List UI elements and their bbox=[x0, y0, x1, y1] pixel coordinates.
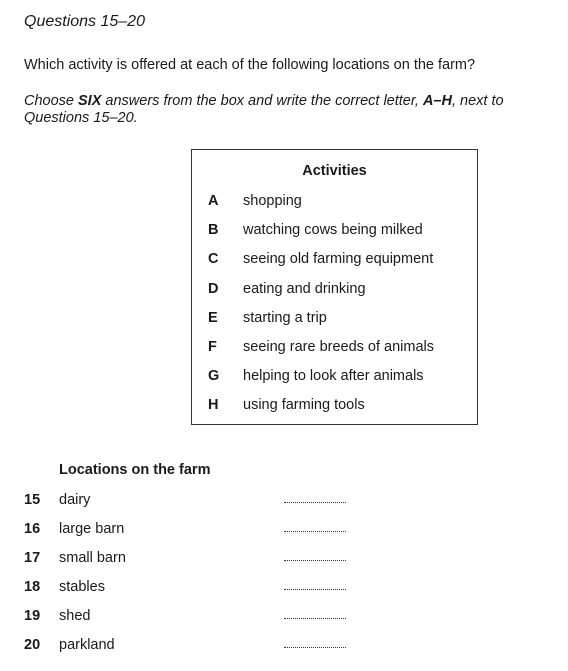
activity-letter: D bbox=[208, 281, 219, 297]
activity-letter: F bbox=[208, 339, 217, 355]
question-19 bbox=[24, 606, 364, 626]
location-name: small barn bbox=[59, 550, 126, 566]
answer-blank[interactable] bbox=[284, 531, 346, 532]
activities-box bbox=[191, 149, 478, 425]
location-name: shed bbox=[59, 608, 91, 624]
locations-title: Locations on the farm bbox=[59, 462, 211, 478]
location-name: large barn bbox=[59, 521, 125, 537]
question-number: 15 bbox=[24, 492, 41, 508]
activity-letter: B bbox=[208, 222, 219, 238]
activity-text: seeing rare breeds of animals bbox=[243, 339, 435, 355]
answer-blank[interactable] bbox=[284, 560, 346, 561]
activity-letter: G bbox=[208, 368, 220, 384]
question-number: 19 bbox=[24, 608, 41, 624]
activity-text: seeing old farming equipment bbox=[243, 251, 434, 267]
answer-blank[interactable] bbox=[284, 618, 346, 619]
question-intro: Which activity is offered at each of the following locations on the farm? bbox=[24, 57, 476, 73]
activity-letter: A bbox=[208, 193, 219, 209]
instruction-text bbox=[24, 93, 559, 127]
question-15 bbox=[24, 490, 364, 510]
activity-letter: E bbox=[208, 310, 218, 326]
activities-title: Activities bbox=[302, 163, 367, 179]
activity-text: starting a trip bbox=[243, 310, 327, 326]
activity-text: using farming tools bbox=[243, 397, 365, 413]
location-name: parkland bbox=[59, 637, 115, 653]
question-18 bbox=[24, 577, 364, 597]
question-number: 17 bbox=[24, 550, 41, 566]
instruction-bold-six: SIX bbox=[78, 93, 102, 109]
question-17 bbox=[24, 548, 364, 568]
instruction-part-2: answers from the box and write the correct letter, bbox=[101, 93, 423, 109]
answer-blank[interactable] bbox=[284, 502, 346, 503]
instruction-bold-range: A–H bbox=[422, 93, 452, 109]
activity-text: watching cows being milked bbox=[243, 222, 423, 238]
activity-text: eating and drinking bbox=[243, 281, 366, 297]
question-number: 20 bbox=[24, 637, 41, 653]
location-name: stables bbox=[59, 579, 105, 595]
question-16 bbox=[24, 519, 364, 539]
activity-text: shopping bbox=[243, 193, 302, 209]
section-heading: Questions 15–20 bbox=[24, 13, 145, 30]
activity-letter: H bbox=[208, 397, 219, 413]
answer-blank[interactable] bbox=[284, 647, 346, 648]
answer-blank[interactable] bbox=[284, 589, 346, 590]
location-name: dairy bbox=[59, 492, 91, 508]
question-20 bbox=[24, 635, 364, 655]
instruction-part-1: Choose bbox=[24, 93, 79, 109]
question-number: 16 bbox=[24, 521, 41, 537]
instruction-part-3: , next to Questions 15–20. bbox=[24, 93, 504, 126]
activity-text: helping to look after animals bbox=[243, 368, 424, 384]
question-number: 18 bbox=[24, 579, 41, 595]
activity-letter: C bbox=[208, 251, 219, 267]
